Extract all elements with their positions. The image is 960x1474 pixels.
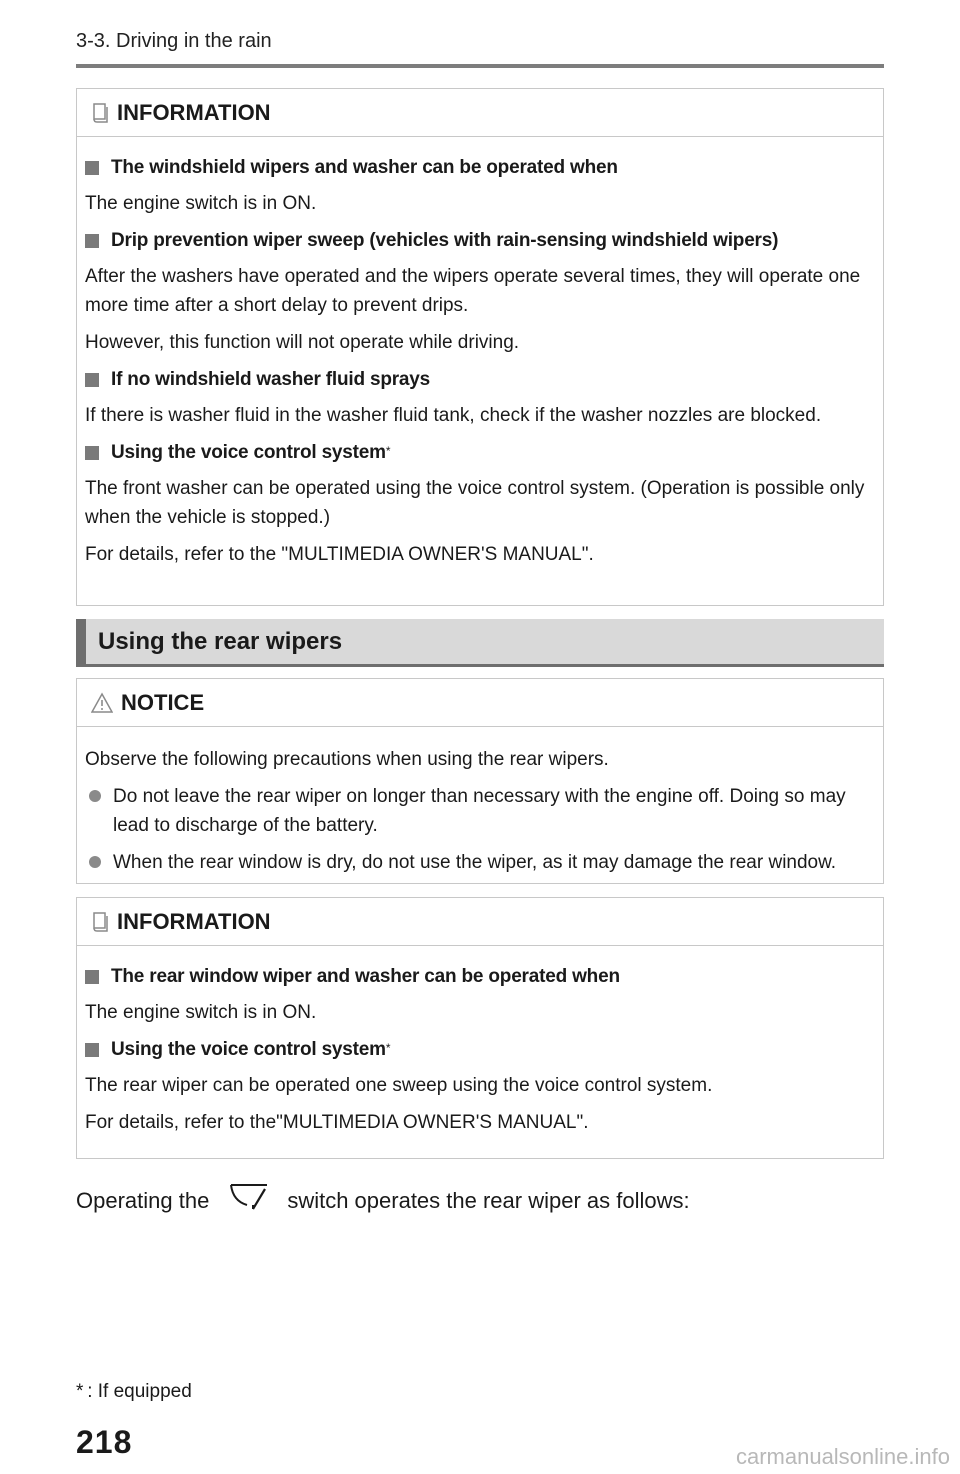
round-bullet-icon [89,856,101,868]
information-box-1 [76,88,884,606]
subheading: The windshield wipers and washer can be operated when [85,155,875,181]
operating-text-after: switch operates the rear wiper as follows: [287,1188,690,1213]
footnote-marker: * [385,444,391,458]
subheading: If no windshield washer fluid sprays [85,367,875,393]
operating-sentence [76,1181,690,1221]
square-bullet-icon [85,234,99,248]
subheading: Drip prevention wiper sweep (vehicles with rain-sensing windshield wipers) [85,228,875,254]
information-box-header [77,89,883,137]
paragraph: However, this function will not operate while driving. [85,332,520,353]
paragraph: If there is washer fluid in the washer fluid tank, check if the washer nozzles are blocked. [85,405,822,426]
paragraph: The engine switch is in ON. [85,1002,317,1023]
paragraph: For details, refer to the "MULTIMEDIA OWNER'S MANUAL". [85,544,594,565]
paragraph: The front washer can be operated using the voice control system. (Operation is possible only when the vehicle is stopped.) [85,478,865,528]
page-number: 218 [76,1424,133,1460]
book-icon [91,102,109,124]
warning-triangle-icon [91,692,113,714]
subheading: Using the voice control system * [85,440,875,466]
square-bullet-icon [85,446,99,460]
section-banner [76,619,884,667]
paragraph: For details, refer to the"MULTIMEDIA OWNER'S MANUAL". [85,1112,589,1133]
header-rule [76,64,884,68]
chapter-header: 3-3. Driving in the rain [76,30,272,52]
subheading: Using the voice control system * [85,1037,875,1063]
book-icon [91,911,109,933]
information-heading: INFORMATION [117,99,271,125]
notice-box [76,678,884,884]
paragraph: The rear wiper can be operated one sweep using the voice control system. [85,1075,713,1096]
footnote: * : If equipped [76,1381,192,1402]
notice-box-header [77,679,883,727]
square-bullet-icon [85,1043,99,1057]
footnote-marker: * [385,1041,391,1055]
square-bullet-icon [85,161,99,175]
section-banner-bar [76,619,86,667]
subheading: The rear window wiper and washer can be operated when [85,964,875,990]
square-bullet-icon [85,373,99,387]
section-title: Using the rear wipers [98,628,343,655]
information-heading: INFORMATION [117,908,271,934]
notice-intro: Observe the following precautions when using the rear wipers. [85,749,609,770]
rear-wiper-icon [209,1181,287,1221]
square-bullet-icon [85,970,99,984]
information-box-2 [76,897,884,1159]
paragraph: The engine switch is in ON. [85,193,317,214]
watermark: carmanualsonline.info [735,1444,950,1469]
operating-text-before: Operating the [76,1188,210,1213]
paragraph: After the washers have operated and the wipers operate several times, they will operate one more time after a short delay to prevent drips. [85,266,861,316]
notice-bullet: Do not leave the rear wiper on longer than necessary with the engine off. Doing so may lead to discharge of the battery. [85,782,875,840]
notice-heading: NOTICE [121,689,205,715]
notice-bullet: When the rear window is dry, do not use the wiper, as it may damage the rear window. [85,848,875,877]
information-box-header [77,898,883,946]
round-bullet-icon [89,790,101,802]
